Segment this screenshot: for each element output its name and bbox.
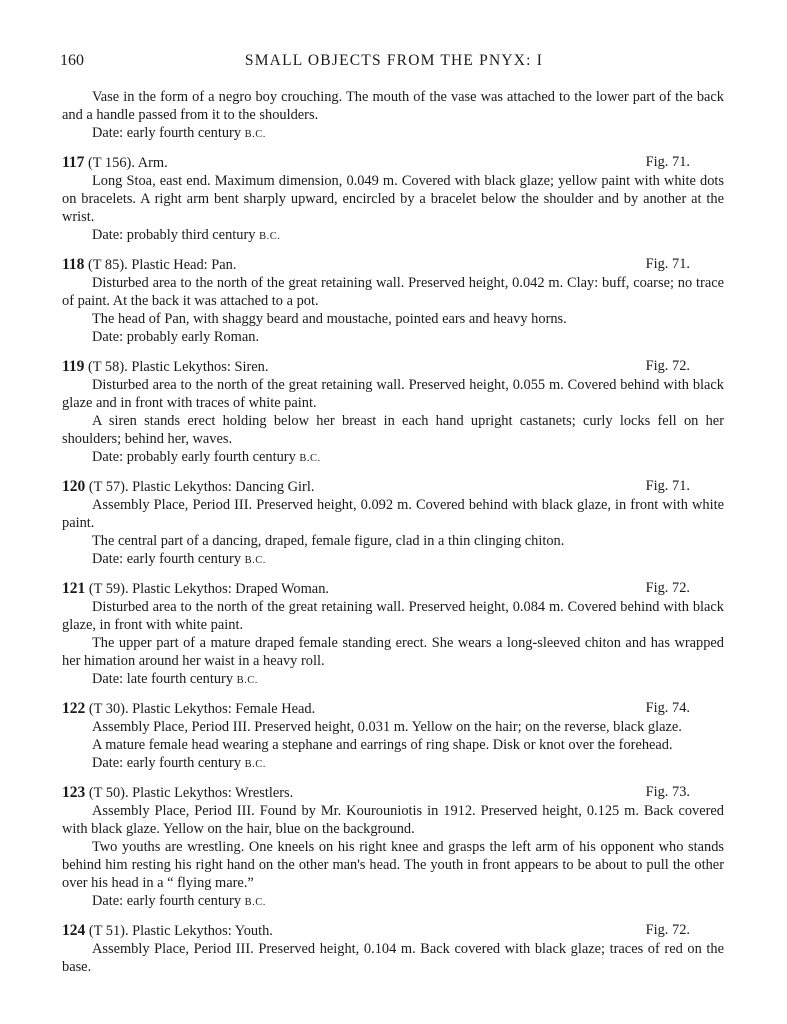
entry-paragraph: Long Stoa, east end. Maximum dimension, 0.049 m. Covered with black glaze; yellow paint with white dots on bracelets. A right arm bent sharply upward, encircled by a bracelet below the shoulder and by another at the wrist. xyxy=(62,173,724,225)
entry-number: 123 xyxy=(62,784,86,801)
entry-paragraph: The central part of a dancing, draped, female figure, clad in a thin clinging chiton. xyxy=(92,533,565,549)
date-era: B.C. xyxy=(299,453,321,464)
entry-paragraph: The head of Pan, with shaggy beard and moustache, pointed ears and heavy horns. xyxy=(92,311,567,327)
entry-title: Plastic Lekythos: Draped Woman. xyxy=(132,581,329,597)
entry-catalog-number: (T 58). xyxy=(88,359,128,375)
date-era: B.C. xyxy=(259,231,281,242)
entry-paragraph: Assembly Place, Period III. Preserved height, 0.092 m. Covered behind with black glaze, in front with white paint. xyxy=(62,497,724,531)
catalog-entry xyxy=(62,153,724,246)
entry-catalog-number: (T 59). xyxy=(88,581,129,597)
entry-date xyxy=(62,226,724,246)
date-era: B.C. xyxy=(236,675,258,686)
date-text: Date: probably third century xyxy=(92,227,256,243)
catalog-text xyxy=(62,88,724,976)
catalog-entry xyxy=(62,783,724,912)
catalog-entry xyxy=(62,921,724,976)
entry-date xyxy=(62,892,724,912)
catalog-entry xyxy=(62,699,724,774)
entry-number: 119 xyxy=(62,358,85,375)
date-text: Date: probably early Roman. xyxy=(92,329,260,345)
entry-title: Plastic Lekythos: Wrestlers. xyxy=(132,785,294,801)
figure-reference: Fig. 71. xyxy=(645,478,690,494)
date-text: Date: late fourth century xyxy=(92,671,234,687)
entry-date xyxy=(62,754,724,774)
entry-paragraph: Disturbed area to the north of the great retaining wall. Preserved height, 0.084 m. Covered behind with black glaze, in front with white paint. xyxy=(62,599,724,633)
entry-heading xyxy=(62,477,724,496)
page-number: 160 xyxy=(60,52,84,69)
entry-paragraph: Assembly Place, Period III. Found by Mr. Kourouniotis in 1912. Preserved height, 0.125 m. Back covered with black glaze. Yellow on the hair, blue on the background. xyxy=(62,803,724,837)
figure-reference: Fig. 72. xyxy=(645,580,690,596)
entry-date xyxy=(62,550,724,570)
date-text: Date: probably early fourth century xyxy=(92,449,296,465)
entry-number: 117 xyxy=(62,154,85,171)
entry-heading xyxy=(62,783,724,802)
entry-number: 124 xyxy=(62,922,86,939)
entry-title: Plastic Lekythos: Female Head. xyxy=(132,701,316,717)
intro-continuation xyxy=(62,88,724,144)
entry-heading xyxy=(62,255,724,274)
entry-number: 122 xyxy=(62,700,86,717)
date-era: B.C. xyxy=(244,897,266,908)
entry-heading xyxy=(62,357,724,376)
entry-title: Arm. xyxy=(137,155,168,171)
figure-reference: Fig. 71. xyxy=(645,256,690,272)
entry-paragraph: The upper part of a mature draped female standing erect. She wears a long-sleeved chiton and has wrapped her himation around her waist in a heavy roll. xyxy=(62,635,724,669)
entry-heading xyxy=(62,921,724,940)
catalog-entry xyxy=(62,357,724,468)
entry-paragraph: A siren stands erect holding below her breast in each hand upright castanets; curly locks fell on her shoulders; behind her, waves. xyxy=(62,413,724,447)
entry-date xyxy=(62,448,724,468)
figure-reference: Fig. 72. xyxy=(645,922,690,938)
entry-paragraph: Disturbed area to the north of the great retaining wall. Preserved height, 0.042 m. Clay: buff, coarse; no trace of paint. At the back it was attached to a pot. xyxy=(62,275,724,309)
entry-catalog-number: (T 51). xyxy=(88,923,129,939)
entry-heading xyxy=(62,699,724,718)
intro-date xyxy=(62,124,724,144)
entry-paragraph: A mature female head wearing a stephane and earrings of ring shape. Disk or knot over the forehead. xyxy=(92,737,673,753)
figure-reference: Fig. 73. xyxy=(645,784,690,800)
entry-paragraph: Assembly Place, Period III. Preserved height, 0.104 m. Back covered with black glaze; traces of red on the base. xyxy=(62,941,724,975)
figure-reference: Fig. 74. xyxy=(645,700,690,716)
catalog-entry xyxy=(62,579,724,690)
entry-date xyxy=(62,670,724,690)
catalog-entry xyxy=(62,255,724,348)
date-text: Date: early fourth century xyxy=(92,125,242,141)
page-header xyxy=(60,52,728,74)
date-era: B.C. xyxy=(244,759,266,770)
entry-date xyxy=(62,328,724,348)
date-text: Date: early fourth century xyxy=(92,755,242,771)
entry-title: Plastic Lekythos: Siren. xyxy=(131,359,269,375)
entry-title: Plastic Lekythos: Dancing Girl. xyxy=(132,479,315,495)
entry-paragraph: Assembly Place, Period III. Preserved height, 0.031 m. Yellow on the hair; on the reverse, black glaze. xyxy=(92,719,682,735)
entry-catalog-number: (T 30). xyxy=(88,701,129,717)
intro-paragraph: Vase in the form of a negro boy crouching. The mouth of the vase was attached to the lower part of the back and a handle passed from it to the shoulders. xyxy=(62,89,724,123)
entry-heading xyxy=(62,153,724,172)
catalog-entry xyxy=(62,477,724,570)
entry-number: 121 xyxy=(62,580,86,597)
entry-catalog-number: (T 50). xyxy=(88,785,129,801)
date-era: B.C. xyxy=(244,129,266,140)
entry-catalog-number: (T 156). xyxy=(88,155,135,171)
entry-title: Plastic Head: Pan. xyxy=(131,257,237,273)
entry-catalog-number: (T 57). xyxy=(88,479,129,495)
date-text: Date: early fourth century xyxy=(92,551,242,567)
entry-paragraph: Two youths are wrestling. One kneels on his right knee and grasps the left arm of his opponent who stands behind him resting his right hand on the other man's head. The youth in front appears to be about to pull the other over his head in a “ flying mare.” xyxy=(62,839,724,891)
entry-heading xyxy=(62,579,724,598)
figure-reference: Fig. 72. xyxy=(645,358,690,374)
figure-reference: Fig. 71. xyxy=(645,154,690,170)
date-era: B.C. xyxy=(244,555,266,566)
entry-paragraph: Disturbed area to the north of the great retaining wall. Preserved height, 0.055 m. Covered behind with black glaze and in front with traces of white paint. xyxy=(62,377,724,411)
running-head: SMALL OBJECTS FROM THE PNYX: I xyxy=(244,52,544,69)
entry-number: 120 xyxy=(62,478,86,495)
entry-catalog-number: (T 85). xyxy=(88,257,128,273)
entry-number: 118 xyxy=(62,256,85,273)
entry-title: Plastic Lekythos: Youth. xyxy=(132,923,273,939)
catalog-entries xyxy=(62,153,724,976)
date-text: Date: early fourth century xyxy=(92,893,242,909)
